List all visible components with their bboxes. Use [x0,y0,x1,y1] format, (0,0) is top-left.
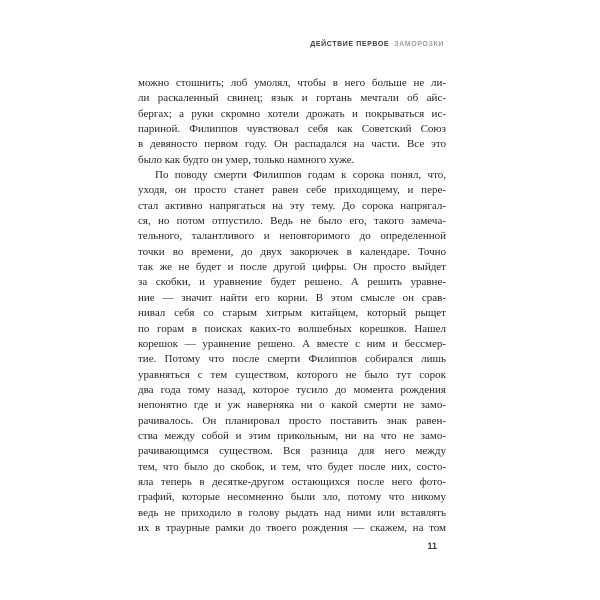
text-line: рачивалось. Он планировал просто поставить знак равен- [138,414,446,427]
text-line: корешок — уравнение решено. А вместе с ним и бессмер- [138,337,446,350]
text-line: их в траурные рамки до твоего рождения — скажем, на том [138,521,446,534]
running-header-chapter-title: ЗАМОРОЗКИ [394,41,444,48]
body-text-block [138,76,446,536]
text-line: графий, которые несомненно были зло, потому что никому [138,491,446,504]
text-line: было как будто он умер, только намного хуже. [138,153,355,166]
text-line: ства между собой и этим прикольным, ни на что не замо- [138,429,446,442]
text-line: рачивающимся существом. Вся разница для него между [138,445,446,458]
text-line: яла теперь в десятке-другом остающихся после него фото- [138,475,446,488]
text-line: непонятно где и уж наверняка ни о какой смерти не замо- [138,399,446,412]
page-number: 11 [427,541,437,551]
text-line: уходя, он просто станет равен себе приходящему, и пере- [138,184,446,197]
text-line: можно стошнить; лоб умолял, чтобы в него больше не ли- [138,77,446,89]
running-header-act-title: ДЕЙСТВИЕ ПЕРВОЕ [310,41,390,48]
text-line: по горам в поисках каких-то волшебных корешков. Нашел [138,322,446,335]
text-line: за скобки, и уравнение будет решено. А решить уравне- [138,276,446,289]
text-line: ние — значит найти его корни. В этом смысле он срав- [138,291,446,304]
running-header [138,41,444,48]
text-line: в девяносто первом году. Он распадался на части. Все это [138,138,446,151]
text-line: тельного, талантливого и неповторимого до определенной [138,230,446,243]
text-line: уравняться с тем существом, которого не было тут сорок [138,368,446,381]
text-line: два года тому назад, которое тусило до момента рождения [138,383,446,396]
text-line: бергах; а руки скромно хотели дрожать и покрываться ис- [138,107,446,120]
text-line: так же не будет и после другой цифры. Он просто выйдет [138,261,446,274]
text-line: точки во времени, до двух закорючек в календаре. Точно [138,245,446,258]
text-line: По поводу смерти Филиппов годам к сорока понял, что, [155,169,446,182]
text-line: нивал себя со старым хитрым китайцем, который рыщет [138,307,446,320]
text-line: стал активно напрягаться на эту тему. До сорока напрягал- [138,199,446,212]
text-line: тие. Потому что после смерти Филиппов собирался лишь [138,353,446,366]
text-line: ли раскаленный свинец; язык и гортань мечтали об айс- [138,92,446,105]
text-line: тем, что было до скобок, и тем, что будет после них, состо- [138,460,446,473]
text-line: париной. Филиппов чувствовал себя как Советский Союз [138,123,446,136]
text-line: ся, но потом отпустило. Ведь не было его, такого замеча- [138,215,446,228]
text-line: ведь не приходило в голову рыдать над ними или вставлять [138,506,446,519]
